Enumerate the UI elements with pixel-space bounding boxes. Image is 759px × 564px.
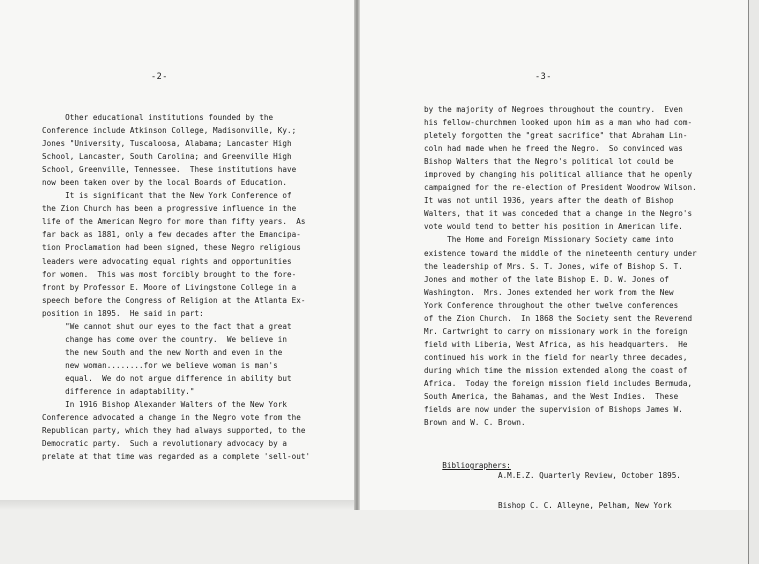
text-line: the Zion Church has been a progressive influence in the xyxy=(42,204,297,214)
text-line: South America, the Bahamas, and the West Indies. These xyxy=(424,392,679,402)
bibliography-entry: A.M.E.Z. Quarterly Review, October 1895. xyxy=(498,471,681,480)
text-line: Other educational institutions founded by the xyxy=(42,113,274,122)
text-line: speech before the Congress of Religion at the Atlanta Ex- xyxy=(42,295,306,305)
text-line: The Home and Foreign Missionary Society came into xyxy=(424,235,674,245)
text-line: existence toward the middle of the nineteenth century under xyxy=(424,248,697,258)
text-line: vote would tend to better his position in American life. xyxy=(424,222,683,232)
text-line: School, Lancaster, South Carolina; and Greenville High xyxy=(42,152,292,162)
text-line: front by Professor E. Moore of Livingstone College in a xyxy=(42,282,297,292)
text-line: It is significant that the New York Conference of xyxy=(42,191,292,201)
text-line: now been taken over by the local Boards of Education. xyxy=(42,178,287,188)
text-line: far back as 1881, only a few decades after the Emancipa- xyxy=(42,230,301,240)
text-line: It was not until 1936, years after the death of Bishop xyxy=(424,196,674,206)
text-line: position in 1895. He said in part: xyxy=(42,308,204,318)
text-line: Bishop Walters that the Negro's political lot could be xyxy=(424,157,674,167)
text-line: by the majority of Negroes throughout the country. Even xyxy=(424,105,683,114)
text-line: field with Liberia, West Africa, as his headquarters. He xyxy=(424,339,688,349)
bibliography-label: Bibliographers: xyxy=(442,461,511,470)
bibliography xyxy=(424,451,681,510)
right-page-text xyxy=(424,103,734,429)
text-line: difference in adaptability." xyxy=(42,386,195,396)
text-line: change has come over the country. We believe in xyxy=(42,334,287,344)
text-line: Brown and W. C. Brown. xyxy=(424,418,526,428)
text-line: of the Zion Church. In 1868 the Society sent the Reverend xyxy=(424,313,693,323)
page-gutter xyxy=(354,0,360,510)
text-line: leaders were advocating equal rights and opportunities xyxy=(42,256,292,266)
text-line: the leadership of Mrs. S. T. Jones, wife of Bishop S. T. xyxy=(424,261,683,271)
text-line: Democratic party. Such a revolutionary advocacy by a xyxy=(42,439,287,449)
text-line: School, Greenville, Tennessee. These institutions have xyxy=(42,165,297,175)
text-line: Conference include Atkinson College, Madisonville, Ky.; xyxy=(42,126,297,136)
text-line: fields are now under the supervision of Bishops James W. xyxy=(424,405,683,415)
text-line: coln had made when he freed the Negro. So convinced was xyxy=(424,144,683,154)
text-line: Jones and mother of the late Bishop E. D. W. Jones of xyxy=(424,274,669,284)
text-line: Walters, that it was conceded that a change in the Negro's xyxy=(424,209,693,219)
text-line: tion Proclamation had been signed, these Negro religious xyxy=(42,243,301,253)
text-line: continued his work in the field for nearly three decades, xyxy=(424,352,688,362)
bibliography-entry: Bishop C. C. Alleyne, Pelham, New York xyxy=(498,501,672,510)
text-line: pletely forgotten the "great sacrifice" that Abraham Lin- xyxy=(424,131,688,141)
text-line: In 1916 Bishop Alexander Walters of the New York xyxy=(42,400,287,410)
text-line: Washington. Mrs. Jones extended her work from the New xyxy=(424,287,674,297)
bibliography-entries xyxy=(498,451,681,531)
page-shadow xyxy=(0,500,356,510)
text-line: improved by changing his political alliance that he openly xyxy=(424,170,693,180)
text-line: the new South and the new North and even in the xyxy=(42,347,283,357)
text-line: prelate at that time was regarded as a complete 'sell-out' xyxy=(42,452,311,462)
text-line: Republican party, which they had always supported, to the xyxy=(42,426,306,436)
text-line: Conference advocated a change in the Negro vote from the xyxy=(42,413,301,423)
scan-edge xyxy=(748,0,759,564)
text-line: during which time the mission extended along the coast of xyxy=(424,365,688,375)
text-line: Africa. Today the foreign mission field includes Bermuda, xyxy=(424,378,693,388)
text-line: life of the American Negro for more than fifty years. As xyxy=(42,217,306,227)
text-line: his fellow-churchmen looked upon him as a man who had com- xyxy=(424,118,693,128)
text-line: campaigned for the re-election of President Woodrow Wilson. xyxy=(424,183,697,193)
text-line: "We cannot shut our eyes to the fact that a great xyxy=(42,321,292,331)
right-page-number: -3- xyxy=(535,72,552,82)
text-line: Jones "University, Tuscaloosa, Alabama; Lancaster High xyxy=(42,139,292,149)
text-line: new woman........for we believe woman is man's xyxy=(42,360,278,370)
text-line: equal. We do not argue difference in ability but xyxy=(42,373,292,383)
text-line: Mr. Cartwright to carry on missionary work in the foreign xyxy=(424,326,688,336)
text-line: for women. This was most forcibly brought to the fore- xyxy=(42,269,297,279)
left-page-number: -2- xyxy=(151,72,168,82)
left-page-text xyxy=(42,111,342,463)
text-line: York Conference throughout the other twelve conferences xyxy=(424,300,679,310)
